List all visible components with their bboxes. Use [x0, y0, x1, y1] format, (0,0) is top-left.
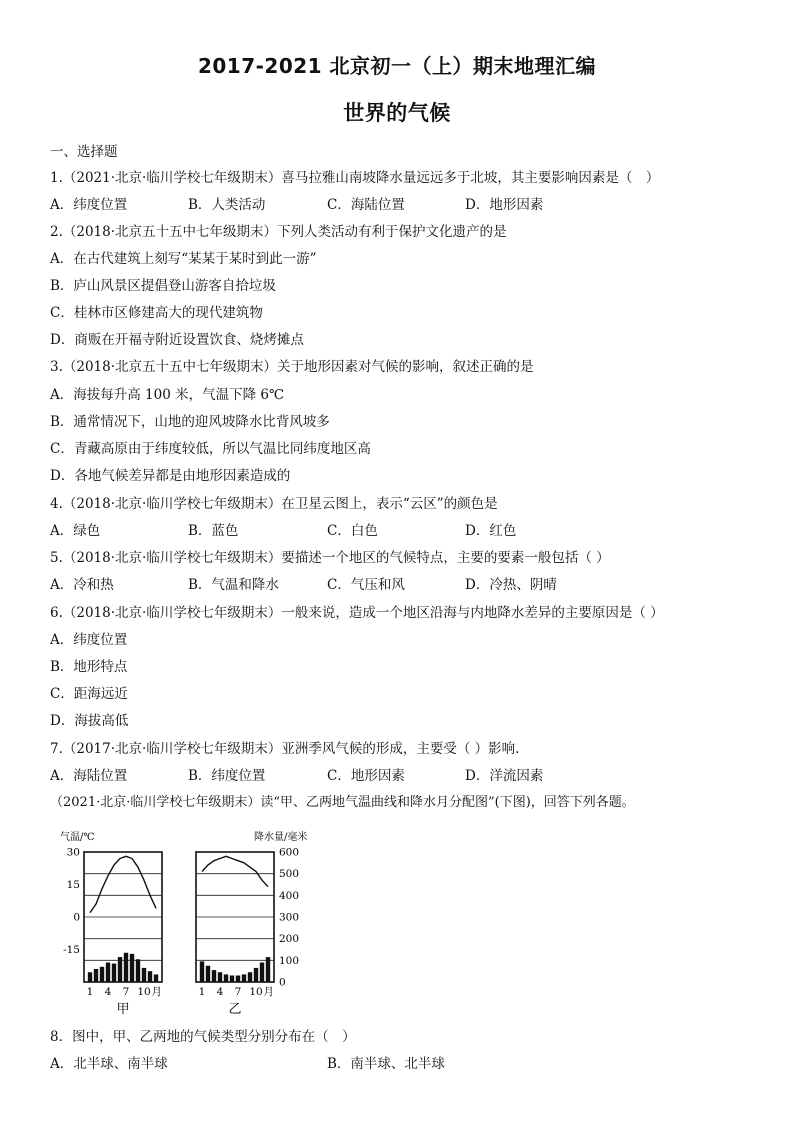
- precip-bar-month-6: [230, 976, 234, 983]
- section-heading: 一、选择题: [50, 144, 118, 160]
- question-1-option-c: C．海陆位置: [327, 197, 405, 213]
- question-6-option-d: D．海拔高低: [50, 713, 129, 729]
- question-1-stem: 1.（2021·北京·临川学校七年级期末）喜马拉雅山南坡降水量远远多于北坡，其主要影响因素是（ ）: [50, 170, 660, 186]
- question-6-option-c: C．距海远近: [50, 686, 128, 702]
- question-2-option-a: A．在古代建筑上刻写“某某于某时到此一游”: [50, 251, 317, 267]
- question-7-option-c: C．地形因素: [327, 768, 405, 784]
- precip-bar-month-1: [200, 961, 204, 982]
- precipitation-tick-label: 200: [279, 933, 300, 946]
- question-2-option-d: D．商贩在开福寺附近设置饮食、烧烤摊点: [50, 332, 304, 348]
- question-7-stem: 7.（2017·北京·临川学校七年级期末）亚洲季风气候的形成，主要受（ ）影响.: [50, 741, 520, 757]
- temperature-curve: [202, 856, 268, 886]
- precip-bar-month-9: [248, 972, 252, 982]
- month-tick-label: 月: [151, 986, 162, 998]
- precip-bar-month-12: [266, 957, 270, 982]
- question-7-option-a: A．海陆位置: [50, 768, 128, 784]
- precip-bar-month-6: [118, 957, 122, 982]
- precip-bar-month-1: [88, 972, 92, 982]
- precip-bar-month-11: [260, 963, 264, 983]
- month-tick-label: 7: [234, 986, 242, 998]
- question-7-option-b: B．纬度位置: [188, 768, 266, 784]
- question-2-option-c: C．桂林市区修建高大的现代建筑物: [50, 305, 263, 321]
- precip-bar-month-8: [242, 974, 246, 982]
- precip-bar-month-10: [254, 968, 258, 982]
- precip-bar-month-3: [100, 967, 104, 982]
- question-3-option-b: B．通常情况下，山地的迎风坡降水比背风坡多: [50, 414, 330, 430]
- precip-bar-month-10: [142, 968, 146, 982]
- month-tick-label: 1: [86, 986, 94, 998]
- month-tick-label: 月: [263, 986, 274, 998]
- month-tick-label: 10: [249, 986, 263, 998]
- question-2-stem: 2.（2018·北京五十五中七年级期末）下列人类活动有利于保护文化遗产的是: [50, 224, 507, 240]
- question-5-stem: 5.（2018·北京·临川学校七年级期末）要描述一个地区的气候特点，主要的要素一般包括（ ）: [50, 550, 610, 566]
- question-5-option-d: D．冷热、阴晴: [465, 577, 557, 593]
- chart-title: 甲: [116, 1002, 130, 1016]
- question-3-option-d: D．各地气候差异都是由地形因素造成的: [50, 468, 291, 484]
- question-6-option-a: A．纬度位置: [50, 632, 128, 648]
- question-1-option-b: B．人类活动: [188, 197, 266, 213]
- question-5-option-b: B．气温和降水: [188, 577, 279, 593]
- precipitation-tick-label: 300: [279, 911, 300, 924]
- month-tick-label: 7: [122, 986, 130, 998]
- question-5-option-a: A．冷和热: [50, 577, 114, 593]
- month-tick-label: 4: [216, 986, 224, 998]
- question-1-option-a: A．纬度位置: [50, 197, 128, 213]
- climate-charts: [56, 826, 346, 1016]
- month-tick-label: 10: [137, 986, 151, 998]
- temperature-tick-label: -15: [63, 944, 80, 956]
- precip-bar-month-8: [130, 954, 134, 982]
- question-4-stem: 4.（2018·北京·临川学校七年级期末）在卫星云图上，表示“云区”的颜色是: [50, 496, 498, 512]
- question-4-option-b: B．蓝色: [188, 523, 239, 539]
- precip-bar-month-9: [136, 959, 140, 982]
- temperature-curve: [90, 856, 156, 912]
- question-1-option-d: D．地形因素: [465, 197, 544, 213]
- precipitation-axis-label: 降水量/毫米: [254, 832, 308, 843]
- month-tick-label: 4: [104, 986, 112, 998]
- temperature-tick-label: 30: [66, 846, 80, 859]
- question-3-stem: 3.（2018·北京五十五中七年级期末）关于地形因素对气候的影响，叙述正确的是: [50, 359, 534, 375]
- precipitation-tick-label: 600: [279, 846, 300, 859]
- precip-bar-month-4: [106, 963, 110, 983]
- temperature-axis-label: 气温/℃: [60, 832, 95, 843]
- document-title: 2017-2021 北京初一（上）期末地理汇编: [197, 54, 597, 78]
- precip-bar-month-7: [124, 953, 128, 982]
- temperature-tick-label: 0: [73, 911, 80, 924]
- question-3-option-a: A．海拔每升高 100 米，气温下降 6℃: [50, 387, 285, 403]
- chart-jia: [60, 831, 162, 1016]
- precip-bar-month-2: [94, 969, 98, 982]
- precip-bar-month-3: [212, 970, 216, 982]
- precipitation-tick-label: 0: [279, 976, 286, 989]
- question-4-option-c: C．白色: [327, 523, 378, 539]
- question-6-option-b: B．地形特点: [50, 659, 128, 675]
- precipitation-tick-label: 400: [279, 889, 300, 902]
- temperature-tick-label: 15: [66, 879, 80, 891]
- chart-yi: [196, 830, 307, 1016]
- group-intro: （2021·北京·临川学校七年级期末）读“甲、乙两地气温曲线和降水月分配图”(下图)，回答下列各题。: [50, 795, 635, 810]
- question-7-option-d: D．洋流因素: [465, 768, 544, 784]
- question-8-stem: 8．图中，甲、乙两地的气候类型分别分布在（ ）: [50, 1029, 356, 1045]
- question-4-option-a: A．绿色: [50, 523, 101, 539]
- question-5-option-c: C．气压和风: [327, 577, 405, 593]
- precip-bar-month-2: [206, 966, 210, 982]
- question-4-option-d: D．红色: [465, 523, 517, 539]
- precip-bar-month-7: [236, 976, 240, 983]
- precip-bar-month-4: [218, 972, 222, 982]
- precip-bar-month-12: [154, 974, 158, 982]
- question-8-option-a: A．北半球、南半球: [50, 1056, 168, 1072]
- question-2-option-b: B．庐山风景区提倡登山游客自拾垃圾: [50, 278, 276, 294]
- chart-title: 乙: [228, 1002, 242, 1016]
- question-3-option-c: C．青藏高原由于纬度较低，所以气温比同纬度地区高: [50, 441, 371, 457]
- question-8-option-b: B．南半球、北半球: [327, 1056, 445, 1072]
- precipitation-tick-label: 100: [279, 954, 300, 967]
- precip-bar-month-5: [224, 974, 228, 982]
- precipitation-tick-label: 500: [279, 868, 300, 881]
- precip-bar-month-11: [148, 971, 152, 982]
- precip-bar-month-5: [112, 964, 116, 982]
- month-tick-label: 1: [198, 986, 206, 998]
- document-subtitle: 世界的气候: [343, 101, 451, 125]
- question-6-stem: 6.（2018·北京·临川学校七年级期末）一般来说，造成一个地区沿海与内地降水差异的主要原因是（ ）: [50, 605, 664, 621]
